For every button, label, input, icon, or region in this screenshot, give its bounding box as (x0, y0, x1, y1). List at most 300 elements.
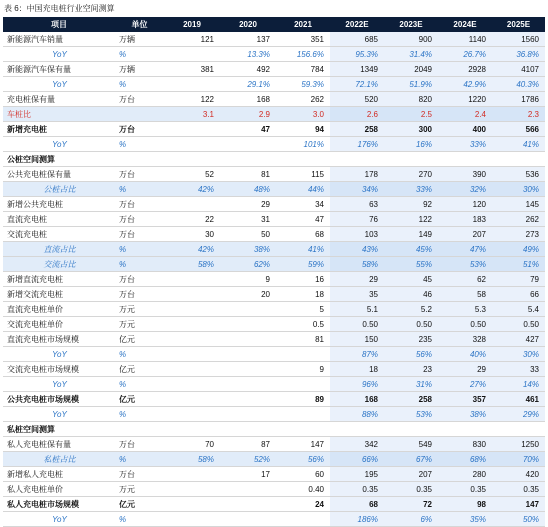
value-cell: 52 (164, 167, 220, 182)
value-cell: 685 (330, 32, 384, 47)
table-row (3, 392, 545, 407)
value-cell (220, 302, 276, 317)
value-cell: 0.40 (276, 482, 330, 497)
row-label: 公共充电桩保有量 (3, 167, 115, 182)
value-cell (276, 422, 330, 437)
value-cell: 149 (384, 227, 438, 242)
table-row (3, 467, 545, 482)
table-row (3, 242, 545, 257)
value-cell: 62% (220, 257, 276, 272)
value-cell: 34 (276, 197, 330, 212)
value-cell: 17 (220, 467, 276, 482)
value-cell (164, 287, 220, 302)
row-label: 交流充电桩市场规模 (3, 362, 115, 377)
value-cell: 328 (438, 332, 492, 347)
table-row (3, 362, 545, 377)
unit-cell: 万台 (115, 287, 164, 302)
row-label: YoY (3, 137, 115, 152)
value-cell: 0.50 (492, 317, 545, 332)
value-cell (164, 497, 220, 512)
value-cell: 22 (164, 212, 220, 227)
unit-cell: 亿元 (115, 332, 164, 347)
value-cell (492, 422, 545, 437)
value-cell: 400 (438, 122, 492, 137)
table-body (3, 32, 545, 527)
value-cell (220, 422, 276, 437)
table-row (3, 227, 545, 242)
value-cell: 427 (492, 332, 545, 347)
value-cell: 68 (330, 497, 384, 512)
value-cell: 35% (438, 512, 492, 527)
value-cell (164, 377, 220, 392)
value-cell: 16 (276, 272, 330, 287)
header-cell-2022e: 2022E (330, 17, 384, 32)
value-cell: 38% (438, 407, 492, 422)
table-row (3, 347, 545, 362)
row-label: 新增充电桩 (3, 122, 115, 137)
value-cell (220, 347, 276, 362)
value-cell: 30% (492, 347, 545, 362)
table-row (3, 287, 545, 302)
value-cell: 62 (438, 272, 492, 287)
value-cell: 32% (438, 182, 492, 197)
table-row (3, 62, 545, 77)
value-cell: 1220 (438, 92, 492, 107)
row-label: 私人充电桩单价 (3, 482, 115, 497)
value-cell: 0.35 (492, 482, 545, 497)
header-cell-2020: 2020 (220, 17, 276, 32)
value-cell: 9 (220, 272, 276, 287)
value-cell: 536 (492, 167, 545, 182)
value-cell: 70% (492, 452, 545, 467)
value-cell: 0.50 (384, 317, 438, 332)
row-label: 充电桩保有量 (3, 92, 115, 107)
header-cell-2021: 2021 (276, 17, 330, 32)
value-cell: 34% (330, 182, 384, 197)
value-cell (164, 332, 220, 347)
value-cell: 830 (438, 437, 492, 452)
value-cell: 47 (276, 212, 330, 227)
value-cell (164, 152, 220, 167)
unit-cell: 万台 (115, 92, 164, 107)
unit-cell: % (115, 137, 164, 152)
value-cell (220, 497, 276, 512)
header-cell-2024e: 2024E (438, 17, 492, 32)
value-cell: 5.2 (384, 302, 438, 317)
unit-cell: % (115, 257, 164, 272)
value-cell: 52% (220, 452, 276, 467)
value-cell (164, 122, 220, 137)
value-cell: 390 (438, 167, 492, 182)
value-cell (220, 377, 276, 392)
value-cell: 103 (330, 227, 384, 242)
value-cell: 49% (492, 242, 545, 257)
value-cell: 42.9% (438, 77, 492, 92)
value-cell: 96% (330, 377, 384, 392)
row-label: YoY (3, 512, 115, 527)
value-cell: 29 (330, 272, 384, 287)
row-label: 私桩空间测算 (3, 422, 115, 437)
value-cell: 33 (492, 362, 545, 377)
unit-cell: 万台 (115, 272, 164, 287)
value-cell: 120 (438, 197, 492, 212)
value-cell (276, 152, 330, 167)
value-cell (164, 317, 220, 332)
row-label: 新增私人充电桩 (3, 467, 115, 482)
value-cell (164, 467, 220, 482)
row-label: 新能源汽车销量 (3, 32, 115, 47)
value-cell: 147 (276, 437, 330, 452)
value-cell (164, 77, 220, 92)
unit-cell: 万元 (115, 317, 164, 332)
value-cell: 145 (492, 197, 545, 212)
table-row (3, 482, 545, 497)
table-row (3, 317, 545, 332)
value-cell: 81 (220, 167, 276, 182)
section-header-row (3, 422, 545, 437)
value-cell (164, 47, 220, 62)
value-cell (276, 512, 330, 527)
value-cell (220, 512, 276, 527)
value-cell: 0.35 (384, 482, 438, 497)
unit-cell: 亿元 (115, 362, 164, 377)
unit-cell: 亿元 (115, 497, 164, 512)
value-cell: 147 (492, 497, 545, 512)
value-cell: 13.3% (220, 47, 276, 62)
charging-pile-forecast-table (3, 17, 545, 527)
header-cell-item: 项目 (3, 17, 115, 32)
value-cell: 18 (276, 287, 330, 302)
row-label: 私人充电桩保有量 (3, 437, 115, 452)
table-row (3, 302, 545, 317)
value-cell: 178 (330, 167, 384, 182)
value-cell: 1349 (330, 62, 384, 77)
value-cell: 35 (330, 287, 384, 302)
value-cell (220, 407, 276, 422)
value-cell: 55% (384, 257, 438, 272)
value-cell: 2.3 (492, 107, 545, 122)
value-cell: 176% (330, 137, 384, 152)
value-cell (276, 407, 330, 422)
value-cell (384, 422, 438, 437)
header-cell-2025e: 2025E (492, 17, 545, 32)
unit-cell: % (115, 407, 164, 422)
row-label: 私人充电桩市场规模 (3, 497, 115, 512)
value-cell: 48% (220, 182, 276, 197)
value-cell: 29.1% (220, 77, 276, 92)
value-cell: 5 (276, 302, 330, 317)
value-cell (330, 152, 384, 167)
value-cell: 58% (330, 257, 384, 272)
value-cell: 40% (438, 347, 492, 362)
value-cell: 67% (384, 452, 438, 467)
unit-cell: % (115, 242, 164, 257)
value-cell (164, 422, 220, 437)
value-cell: 235 (384, 332, 438, 347)
value-cell (164, 347, 220, 362)
value-cell: 66% (330, 452, 384, 467)
value-cell (220, 317, 276, 332)
value-cell: 87% (330, 347, 384, 362)
value-cell: 6% (384, 512, 438, 527)
header-cell-unit: 单位 (115, 17, 164, 32)
row-label: 交流充电桩单价 (3, 317, 115, 332)
unit-cell: % (115, 512, 164, 527)
value-cell: 1250 (492, 437, 545, 452)
value-cell: 381 (164, 62, 220, 77)
row-label: YoY (3, 347, 115, 362)
table-row (3, 92, 545, 107)
value-cell: 42% (164, 182, 220, 197)
value-cell: 31% (384, 377, 438, 392)
table-row (3, 182, 545, 197)
value-cell: 549 (384, 437, 438, 452)
value-cell: 33% (384, 182, 438, 197)
unit-cell: 万元 (115, 482, 164, 497)
value-cell: 43% (330, 242, 384, 257)
value-cell: 168 (220, 92, 276, 107)
value-cell: 150 (330, 332, 384, 347)
value-cell: 60 (276, 467, 330, 482)
unit-cell: 万辆 (115, 62, 164, 77)
value-cell: 58 (438, 287, 492, 302)
value-cell: 2.5 (384, 107, 438, 122)
value-cell: 0.5 (276, 317, 330, 332)
value-cell (220, 332, 276, 347)
row-label: 新增公共充电桩 (3, 197, 115, 212)
value-cell: 20 (220, 287, 276, 302)
value-cell: 900 (384, 32, 438, 47)
value-cell: 94 (276, 122, 330, 137)
section-header-row (3, 152, 545, 167)
value-cell: 5.1 (330, 302, 384, 317)
table-row (3, 107, 545, 122)
value-cell: 262 (492, 212, 545, 227)
value-cell: 0.35 (330, 482, 384, 497)
value-cell: 2928 (438, 62, 492, 77)
table-row (3, 167, 545, 182)
value-cell: 81 (276, 332, 330, 347)
value-cell: 44% (276, 182, 330, 197)
table-row (3, 497, 545, 512)
value-cell: 5.3 (438, 302, 492, 317)
value-cell: 300 (384, 122, 438, 137)
value-cell: 18 (330, 362, 384, 377)
value-cell: 53% (384, 407, 438, 422)
value-cell: 30% (492, 182, 545, 197)
value-cell: 47% (438, 242, 492, 257)
value-cell: 42% (164, 242, 220, 257)
value-cell: 342 (330, 437, 384, 452)
value-cell: 3.1 (164, 107, 220, 122)
unit-cell: 万辆 (115, 32, 164, 47)
table-row (3, 272, 545, 287)
unit-cell: 万台 (115, 437, 164, 452)
value-cell: 88% (330, 407, 384, 422)
value-cell: 51% (492, 257, 545, 272)
value-cell: 520 (330, 92, 384, 107)
unit-cell (115, 422, 164, 437)
value-cell: 40.3% (492, 77, 545, 92)
value-cell: 27% (438, 377, 492, 392)
value-cell: 207 (438, 227, 492, 242)
row-label: 公桩空间测算 (3, 152, 115, 167)
value-cell (220, 482, 276, 497)
value-cell: 461 (492, 392, 545, 407)
value-cell: 2.6 (330, 107, 384, 122)
value-cell: 41% (492, 137, 545, 152)
value-cell: 9 (276, 362, 330, 377)
value-cell: 115 (276, 167, 330, 182)
unit-cell: 万台 (115, 167, 164, 182)
value-cell: 46 (384, 287, 438, 302)
value-cell: 51.9% (384, 77, 438, 92)
value-cell: 280 (438, 467, 492, 482)
value-cell: 784 (276, 62, 330, 77)
row-label: YoY (3, 77, 115, 92)
value-cell (164, 197, 220, 212)
value-cell: 168 (330, 392, 384, 407)
value-cell: 50 (220, 227, 276, 242)
value-cell: 31 (220, 212, 276, 227)
value-cell: 95.3% (330, 47, 384, 62)
value-cell: 0.35 (438, 482, 492, 497)
value-cell: 420 (492, 467, 545, 482)
value-cell: 262 (276, 92, 330, 107)
unit-cell: % (115, 452, 164, 467)
table-caption: 表 6：中国充电桩行业空间测算 (4, 4, 115, 13)
row-label: 新增直流充电桩 (3, 272, 115, 287)
value-cell: 492 (220, 62, 276, 77)
value-cell: 45% (384, 242, 438, 257)
value-cell (438, 422, 492, 437)
value-cell (164, 362, 220, 377)
value-cell: 2.9 (220, 107, 276, 122)
value-cell (438, 152, 492, 167)
value-cell (164, 392, 220, 407)
value-cell: 76 (330, 212, 384, 227)
unit-cell: % (115, 347, 164, 362)
value-cell: 89 (276, 392, 330, 407)
value-cell: 33% (438, 137, 492, 152)
unit-cell: 亿元 (115, 392, 164, 407)
value-cell (164, 272, 220, 287)
unit-cell: % (115, 182, 164, 197)
value-cell: 30 (164, 227, 220, 242)
value-cell: 38% (220, 242, 276, 257)
table-row (3, 212, 545, 227)
value-cell: 1560 (492, 32, 545, 47)
value-cell: 24 (276, 497, 330, 512)
value-cell: 29% (492, 407, 545, 422)
value-cell: 207 (384, 467, 438, 482)
row-label: 直流充电桩单价 (3, 302, 115, 317)
value-cell: 1140 (438, 32, 492, 47)
value-cell: 70 (164, 437, 220, 452)
value-cell: 87 (220, 437, 276, 452)
row-label: 私桩占比 (3, 452, 115, 467)
table-row (3, 452, 545, 467)
value-cell: 58% (164, 257, 220, 272)
value-cell (384, 152, 438, 167)
table-row (3, 77, 545, 92)
unit-cell: 万台 (115, 122, 164, 137)
value-cell: 56% (384, 347, 438, 362)
table-row (3, 47, 545, 62)
unit-cell: 万台 (115, 467, 164, 482)
value-cell: 72.1% (330, 77, 384, 92)
value-cell (164, 512, 220, 527)
header-cell-2019: 2019 (164, 17, 220, 32)
value-cell: 566 (492, 122, 545, 137)
value-cell (220, 152, 276, 167)
value-cell: 156.6% (276, 47, 330, 62)
value-cell: 121 (164, 32, 220, 47)
value-cell: 2.4 (438, 107, 492, 122)
value-cell (220, 137, 276, 152)
table-row (3, 137, 545, 152)
value-cell: 23 (384, 362, 438, 377)
row-label: 公桩占比 (3, 182, 115, 197)
table-row (3, 257, 545, 272)
value-cell (492, 152, 545, 167)
unit-cell: % (115, 377, 164, 392)
value-cell: 92 (384, 197, 438, 212)
row-label: 直流占比 (3, 242, 115, 257)
value-cell: 3.0 (276, 107, 330, 122)
value-cell: 68% (438, 452, 492, 467)
value-cell: 79 (492, 272, 545, 287)
table-row (3, 32, 545, 47)
value-cell: 183 (438, 212, 492, 227)
value-cell (220, 392, 276, 407)
unit-cell (115, 152, 164, 167)
value-cell (276, 347, 330, 362)
value-cell: 29 (220, 197, 276, 212)
value-cell: 72 (384, 497, 438, 512)
value-cell: 59.3% (276, 77, 330, 92)
value-cell: 41% (276, 242, 330, 257)
table-row (3, 197, 545, 212)
value-cell (164, 302, 220, 317)
value-cell (164, 137, 220, 152)
value-cell: 101% (276, 137, 330, 152)
value-cell: 0.50 (330, 317, 384, 332)
value-cell: 820 (384, 92, 438, 107)
value-cell: 47 (220, 122, 276, 137)
value-cell: 4107 (492, 62, 545, 77)
table-row (3, 512, 545, 527)
unit-cell: 万台 (115, 197, 164, 212)
table-row (3, 122, 545, 137)
value-cell (220, 362, 276, 377)
value-cell: 16% (384, 137, 438, 152)
table-header-row (3, 17, 545, 32)
value-cell: 29 (438, 362, 492, 377)
table-row (3, 407, 545, 422)
value-cell: 258 (330, 122, 384, 137)
value-cell (164, 407, 220, 422)
value-cell: 53% (438, 257, 492, 272)
value-cell: 186% (330, 512, 384, 527)
value-cell: 58% (164, 452, 220, 467)
value-cell: 26.7% (438, 47, 492, 62)
row-label: 交流占比 (3, 257, 115, 272)
value-cell: 351 (276, 32, 330, 47)
unit-cell: % (115, 77, 164, 92)
value-cell: 195 (330, 467, 384, 482)
row-label: 交流充电桩 (3, 227, 115, 242)
